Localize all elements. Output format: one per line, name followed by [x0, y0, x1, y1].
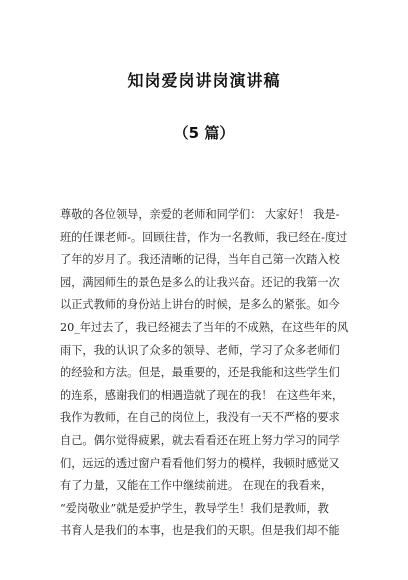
body-line: 自己。偶尔觉得疲累，就去看看还在班上努力学习的同学: [60, 433, 340, 447]
document-subtitle: （5 篇）: [173, 124, 235, 142]
body-line: 有了力量，又能在工作中继续前进。 在现在的我看来，: [60, 479, 333, 493]
body-line: 的连系，感谢我们的相遇造就了现在的我！ 在这些年来，: [60, 388, 344, 402]
body-line: 们，远远的透过窗户看看他们努力的模样，我顿时感觉又: [60, 456, 340, 470]
document-title: 知岗爱岗讲岗演讲稿: [127, 71, 281, 90]
body-line: 雨下，我的认识了众多的领导、老师，学习了众多老师们: [60, 343, 340, 357]
body-line: 书育人是我们的本事，也是我们的天职。但是我们却不能: [60, 524, 340, 538]
body-line: 班的任课老师-。回顾往昔，作为一名教师，我已经在-度过: [60, 230, 348, 244]
document-body: [60, 204, 360, 543]
body-line: 我作为教师，在自己的岗位上，我没有一天不严格的要求: [60, 411, 340, 425]
body-line: 以正式教师的身份站上讲台的时候，是多么的紧张。如今: [60, 298, 340, 312]
body-line: 园，满园师生的景色是多么的让我兴奋。还记的我第一次: [60, 275, 340, 289]
body-line: 20_年过去了，我已经褪去了当年的不成熟，在这些年的风: [60, 320, 349, 334]
body-line: 了年的岁月了。我还清晰的记得，当年自己第一次踏入校: [60, 253, 340, 267]
body-line: 尊敬的各位领导，亲爱的老师和同学们： 大家好！ 我是-: [60, 208, 340, 221]
body-line: “爱岗敬业”就是爱护学生，教导学生！我们是教师，教: [60, 501, 329, 515]
body-line: 的经验和方法。但是，最重要的，还是我能和这些学生们: [60, 366, 340, 380]
